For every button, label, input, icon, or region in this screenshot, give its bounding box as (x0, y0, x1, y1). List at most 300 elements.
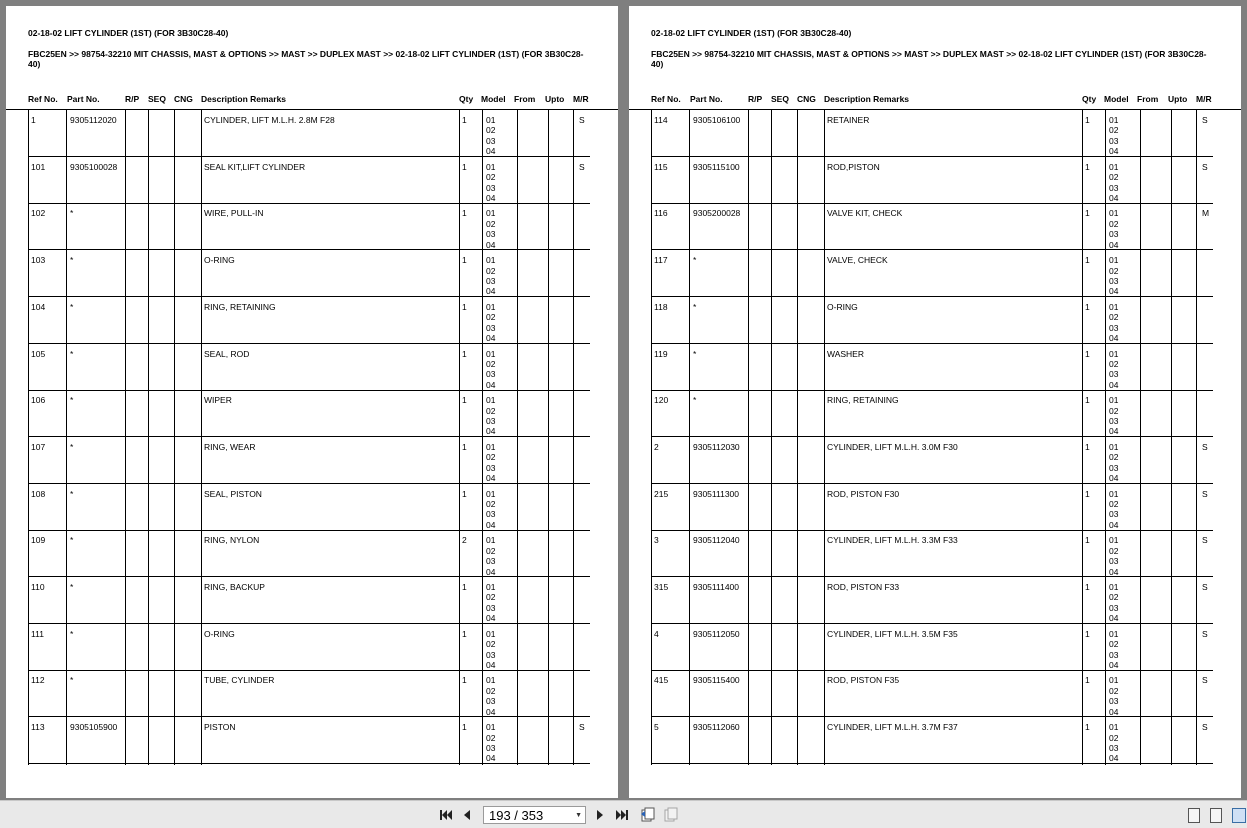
table-row[interactable] (651, 344, 1213, 391)
ref-no: 103 (31, 255, 46, 266)
model-list (1109, 162, 1118, 204)
mr-code: S (1202, 582, 1208, 592)
table-row[interactable] (651, 157, 1213, 204)
part-no: * (70, 535, 74, 546)
ref-no: 112 (31, 675, 45, 686)
model-list (1109, 722, 1118, 764)
model-code: 01 (486, 115, 496, 125)
model-list (486, 442, 495, 484)
model-code: 04 (486, 192, 496, 203)
part-no: * (70, 208, 74, 219)
model-code: 01 (1109, 441, 1119, 452)
model-code: 03 (1109, 322, 1119, 333)
model-code: 04 (486, 566, 496, 577)
model-code: 04 (1109, 613, 1119, 624)
model-list (1109, 255, 1118, 297)
ref-no: 107 (31, 441, 46, 452)
quantity: 1 (1085, 301, 1090, 312)
description: RING, WEAR (204, 441, 256, 452)
ref-no: 4 (654, 628, 659, 639)
table-row[interactable] (28, 670, 590, 717)
navigation-toolbar (0, 800, 1247, 828)
part-no: 9305106100 (693, 115, 741, 125)
table-row[interactable] (28, 203, 590, 250)
model-code: 02 (1109, 358, 1119, 369)
table-row[interactable] (651, 250, 1213, 297)
description: O-RING (827, 301, 858, 312)
model-list (486, 302, 495, 344)
table-row[interactable] (651, 670, 1213, 717)
table-row[interactable] (651, 624, 1213, 671)
next-page-icon[interactable] (592, 807, 608, 823)
model-code: 03 (1109, 229, 1119, 240)
prev-page-icon[interactable] (459, 807, 475, 823)
part-no: 9305111400 (693, 582, 740, 592)
model-code: 04 (1109, 192, 1119, 203)
model-code: 03 (486, 416, 496, 426)
model-code: 04 (1109, 239, 1119, 250)
table-row[interactable] (651, 390, 1213, 437)
mr-code: M (1202, 208, 1210, 219)
model-code: 01 (1109, 161, 1119, 172)
description: VALVE, CHECK (827, 255, 888, 266)
description: SEAL, ROD (204, 348, 250, 359)
table-row[interactable] (28, 390, 590, 437)
description: WASHER (827, 348, 864, 359)
description: ROD, PISTON F30 (827, 488, 900, 499)
model-list (1109, 629, 1118, 671)
model-code: 02 (486, 172, 496, 183)
description: RING, RETAINING (827, 395, 899, 406)
quantity: 1 (462, 208, 467, 219)
description: O-RING (204, 255, 235, 266)
model-code: 01 (1109, 395, 1119, 406)
quantity: 1 (462, 722, 467, 733)
mr-code: S (579, 722, 585, 733)
model-code: 03 (486, 135, 496, 146)
col-upto: Upto (1168, 94, 1188, 104)
model-code: 04 (486, 613, 496, 624)
model-list (486, 629, 495, 671)
model-list (486, 115, 495, 157)
model-code: 02 (486, 732, 496, 743)
model-list (486, 582, 495, 624)
col-mr: M/R (1196, 94, 1212, 104)
ref-no: 116 (654, 208, 668, 219)
model-code: 03 (1109, 416, 1119, 426)
model-code: 03 (1109, 462, 1119, 473)
quantity: 1 (462, 301, 467, 312)
part-no: * (693, 348, 697, 359)
model-code: 04 (486, 426, 496, 437)
model-code: 01 (486, 582, 496, 592)
model-code: 03 (486, 229, 496, 240)
ref-no: 115 (654, 161, 668, 172)
part-no: * (693, 301, 697, 312)
col-mr: M/R (573, 94, 589, 104)
col-part: Part No. (690, 94, 723, 104)
quantity: 1 (1085, 395, 1090, 406)
description: RING, NYLON (204, 535, 260, 546)
model-code: 04 (1109, 753, 1119, 764)
quantity: 1 (462, 255, 467, 266)
model-code: 03 (486, 182, 496, 193)
ref-no: 108 (31, 488, 46, 499)
table-row[interactable] (651, 297, 1213, 344)
table-row[interactable] (651, 484, 1213, 531)
previous-view-icon[interactable] (640, 807, 656, 823)
model-code: 01 (486, 722, 496, 733)
table-row[interactable] (28, 250, 590, 297)
description: RING, BACKUP (204, 582, 265, 592)
model-code: 01 (1109, 488, 1119, 499)
model-code: 01 (486, 348, 496, 359)
model-code: 02 (1109, 639, 1119, 650)
model-code: 01 (1109, 628, 1119, 639)
model-code: 03 (486, 556, 496, 567)
col-desc: Description Remarks (201, 94, 287, 104)
description: O-RING (204, 628, 235, 639)
model-code: 02 (486, 125, 496, 136)
page-right (629, 6, 1241, 798)
mr-code: S (1202, 441, 1208, 452)
part-no: * (70, 441, 74, 452)
quantity: 1 (1085, 535, 1090, 546)
ref-no: 117 (654, 255, 668, 266)
ref-no: 315 (654, 582, 669, 592)
model-list (1109, 349, 1118, 391)
ref-no: 118 (654, 301, 668, 312)
col-part: Part No. (67, 94, 100, 104)
table-row[interactable] (28, 437, 590, 484)
part-no: * (70, 395, 74, 406)
model-list (1109, 302, 1118, 344)
model-code: 03 (1109, 369, 1119, 380)
description: ROD,PISTON (827, 161, 880, 172)
model-code: 02 (486, 358, 496, 369)
model-code: 02 (486, 592, 496, 603)
model-code: 04 (486, 239, 496, 250)
part-no: 9305112060 (693, 722, 740, 733)
table-row[interactable] (651, 437, 1213, 484)
model-code: 02 (1109, 172, 1119, 183)
description: WIPER (204, 395, 232, 406)
model-list (486, 255, 495, 297)
quantity: 1 (1085, 115, 1090, 125)
model-code: 03 (1109, 602, 1119, 613)
model-code: 03 (1109, 556, 1119, 567)
description: CYLINDER, LIFT M.L.H. 2.8M F28 (204, 115, 335, 125)
mr-code: S (579, 115, 585, 125)
col-ref: Ref No. (651, 94, 681, 104)
part-no: 9305200028 (693, 208, 741, 219)
ref-no: 109 (31, 535, 46, 546)
model-list (1109, 675, 1118, 717)
part-no: 9305112050 (693, 628, 740, 639)
model-list (486, 489, 495, 531)
table-row[interactable] (28, 484, 590, 531)
ref-no: 215 (654, 488, 669, 499)
single-page-icon[interactable] (1188, 808, 1200, 823)
table-row[interactable] (28, 157, 590, 204)
quantity: 1 (1085, 441, 1090, 452)
description: PISTON (204, 722, 236, 733)
model-code: 03 (1109, 182, 1119, 193)
model-list (486, 395, 495, 437)
last-page-icon[interactable] (614, 807, 630, 823)
model-code: 03 (486, 322, 496, 333)
col-rp: R/P (125, 94, 140, 104)
model-list (486, 162, 495, 204)
model-code: 01 (486, 255, 496, 266)
model-list (1109, 442, 1118, 484)
col-from: From (1137, 94, 1159, 104)
ref-no: 2 (654, 441, 659, 452)
model-code: 01 (1109, 348, 1119, 359)
model-code: 04 (486, 473, 496, 484)
part-no: 9305100028 (70, 161, 118, 172)
model-code: 01 (486, 675, 496, 686)
model-code: 02 (486, 218, 496, 229)
quantity: 1 (1085, 675, 1090, 686)
page-dropdown-icon[interactable]: ▼ (575, 812, 582, 819)
model-code: 01 (486, 161, 496, 172)
model-code: 02 (1109, 265, 1119, 276)
table-header (651, 94, 1241, 108)
model-code: 03 (486, 509, 496, 520)
table-row[interactable] (651, 203, 1213, 250)
model-list (486, 535, 495, 577)
model-code: 01 (486, 535, 496, 546)
col-upto: Upto (545, 94, 565, 104)
part-no: * (70, 348, 74, 359)
ref-no: 105 (31, 348, 46, 359)
col-seq: SEQ (771, 94, 789, 104)
quantity: 2 (462, 535, 467, 546)
part-no: * (70, 628, 74, 639)
quantity: 1 (462, 348, 467, 359)
model-code: 04 (486, 753, 496, 764)
description: CYLINDER, LIFT M.L.H. 3.3M F33 (827, 535, 958, 546)
description: SEAL, PISTON (204, 488, 262, 499)
model-code: 01 (1109, 535, 1119, 546)
model-list (486, 722, 495, 764)
ref-no: 104 (31, 301, 46, 312)
model-code: 04 (1109, 566, 1119, 577)
model-code: 02 (1109, 545, 1119, 556)
model-code: 03 (1109, 509, 1119, 520)
model-list (1109, 395, 1118, 437)
part-no: 9305105900 (70, 722, 118, 733)
description: SEAL KIT,LIFT CYLINDER (204, 161, 306, 172)
table-row[interactable] (651, 717, 1213, 764)
model-list (1109, 489, 1118, 531)
mr-code: S (1202, 488, 1208, 499)
part-no: * (693, 395, 697, 406)
part-no: * (70, 675, 74, 686)
ref-no: 120 (654, 395, 669, 406)
description: CYLINDER, LIFT M.L.H. 3.5M F35 (827, 628, 958, 639)
part-no: 9305112020 (70, 115, 117, 125)
parts-table (651, 110, 1213, 765)
model-code: 01 (1109, 115, 1119, 125)
model-code: 04 (1109, 473, 1119, 484)
model-code: 04 (1109, 659, 1119, 670)
model-code: 03 (1109, 742, 1119, 753)
description: ROD, PISTON F33 (827, 582, 900, 592)
part-no: 9305115100 (693, 161, 740, 172)
table-row[interactable] (28, 530, 590, 577)
model-code: 02 (1109, 732, 1119, 743)
model-code: 02 (486, 685, 496, 696)
model-code: 04 (1109, 379, 1119, 390)
parts-table (28, 110, 590, 765)
table-row[interactable] (651, 530, 1213, 577)
model-code: 04 (486, 379, 496, 390)
model-code: 02 (1109, 685, 1119, 696)
table-row[interactable] (651, 577, 1213, 624)
quantity: 1 (462, 161, 467, 172)
quantity: 1 (462, 582, 467, 592)
table-header (28, 94, 618, 108)
model-code: 02 (486, 265, 496, 276)
model-code: 04 (1109, 519, 1119, 530)
quantity: 1 (462, 488, 467, 499)
model-code: 03 (486, 275, 496, 286)
first-page-icon[interactable] (438, 807, 454, 823)
model-code: 02 (486, 545, 496, 556)
col-cng: CNG (174, 94, 193, 104)
model-code: 04 (486, 333, 496, 344)
description: ROD, PISTON F35 (827, 675, 900, 686)
model-code: 03 (486, 649, 496, 660)
quantity: 1 (462, 395, 467, 406)
page-indicator: 193 / 353 (489, 807, 544, 823)
part-no: 9305112040 (693, 535, 740, 546)
part-no: 9305115400 (693, 675, 740, 686)
quantity: 1 (462, 628, 467, 639)
model-code: 03 (1109, 696, 1119, 707)
model-code: 01 (486, 488, 496, 499)
ref-no: 113 (31, 722, 45, 733)
model-code: 03 (1109, 135, 1119, 146)
table-row[interactable] (28, 624, 590, 671)
model-list (486, 349, 495, 391)
model-code: 02 (1109, 452, 1119, 463)
table-row[interactable] (651, 110, 1213, 157)
model-list (1109, 582, 1118, 624)
page-title: 02-18-02 LIFT CYLINDER (1ST) (FOR 3B30C28-40) (28, 28, 229, 38)
ref-no: 110 (31, 582, 45, 592)
model-code: 03 (1109, 649, 1119, 660)
table-row[interactable] (28, 344, 590, 391)
model-code: 02 (486, 639, 496, 650)
ref-no: 102 (31, 208, 46, 219)
quantity: 1 (1085, 208, 1090, 219)
col-desc: Description Remarks (824, 94, 910, 104)
model-code: 02 (1109, 125, 1119, 136)
description: TUBE, CYLINDER (204, 675, 275, 686)
quantity: 1 (1085, 582, 1090, 592)
quantity: 1 (1085, 161, 1090, 172)
col-from: From (514, 94, 536, 104)
mr-code: S (1202, 628, 1208, 639)
model-code: 02 (1109, 499, 1119, 509)
next-view-icon[interactable] (663, 807, 679, 823)
part-no: * (70, 582, 74, 592)
ref-no: 1 (31, 115, 36, 125)
page-number-input[interactable] (483, 806, 586, 824)
model-code: 01 (486, 628, 496, 639)
description: RING, RETAINING (204, 301, 276, 312)
mr-code: S (1202, 722, 1208, 733)
mr-code: S (579, 161, 585, 172)
model-code: 03 (486, 602, 496, 613)
quantity: 1 (1085, 722, 1090, 733)
two-page-icon[interactable] (1232, 808, 1246, 823)
model-code: 03 (486, 462, 496, 473)
ref-no: 101 (31, 161, 46, 172)
breadcrumb: FBC25EN >> 98754-32210 MIT CHASSIS, MAST & OPTIONS >> MAST >> DUPLEX MAST >> 02-18-02 LIFT CYLINDER (1ST) (FOR 3B30C28-40) (28, 49, 584, 69)
model-code: 03 (486, 742, 496, 753)
part-no: * (70, 488, 74, 499)
model-code: 02 (1109, 592, 1119, 603)
model-code: 02 (486, 499, 496, 509)
ref-no: 111 (31, 628, 44, 639)
model-code: 03 (1109, 275, 1119, 286)
col-ref: Ref No. (28, 94, 58, 104)
model-code: 04 (1109, 426, 1119, 437)
table-row[interactable] (28, 717, 590, 764)
table-row[interactable] (28, 577, 590, 624)
col-seq: SEQ (148, 94, 166, 104)
model-list (1109, 208, 1118, 250)
table-row[interactable] (28, 110, 590, 157)
model-list (1109, 535, 1118, 577)
model-code: 04 (1109, 286, 1119, 297)
mr-code: S (1202, 161, 1208, 172)
continuous-icon[interactable] (1210, 808, 1222, 823)
quantity: 1 (462, 675, 467, 686)
quantity: 1 (1085, 488, 1090, 499)
description: VALVE KIT, CHECK (827, 208, 903, 219)
breadcrumb: FBC25EN >> 98754-32210 MIT CHASSIS, MAST & OPTIONS >> MAST >> DUPLEX MAST >> 02-18-02 LIFT CYLINDER (1ST) (FOR 3B30C28-40) (651, 49, 1207, 69)
model-list (486, 675, 495, 717)
ref-no: 5 (654, 722, 659, 733)
table-row[interactable] (28, 297, 590, 344)
quantity: 1 (1085, 628, 1090, 639)
model-code: 01 (1109, 208, 1119, 219)
description: CYLINDER, LIFT M.L.H. 3.0M F30 (827, 441, 958, 452)
mr-code: S (1202, 115, 1208, 125)
col-cng: CNG (797, 94, 816, 104)
col-qty: Qty (1082, 94, 1097, 104)
model-code: 01 (486, 208, 496, 219)
model-code: 04 (1109, 146, 1119, 157)
description: CYLINDER, LIFT M.L.H. 3.7M F37 (827, 722, 958, 733)
col-rp: R/P (748, 94, 763, 104)
ref-no: 106 (31, 395, 46, 406)
ref-no: 415 (654, 675, 669, 686)
ref-no: 119 (654, 348, 668, 359)
col-model: Model (481, 94, 506, 104)
part-no: 9305111300 (693, 488, 740, 499)
mr-code: S (1202, 535, 1208, 546)
quantity: 1 (1085, 348, 1090, 359)
quantity: 1 (1085, 255, 1090, 266)
part-no: * (70, 255, 74, 266)
description: WIRE, PULL-IN (204, 208, 264, 219)
